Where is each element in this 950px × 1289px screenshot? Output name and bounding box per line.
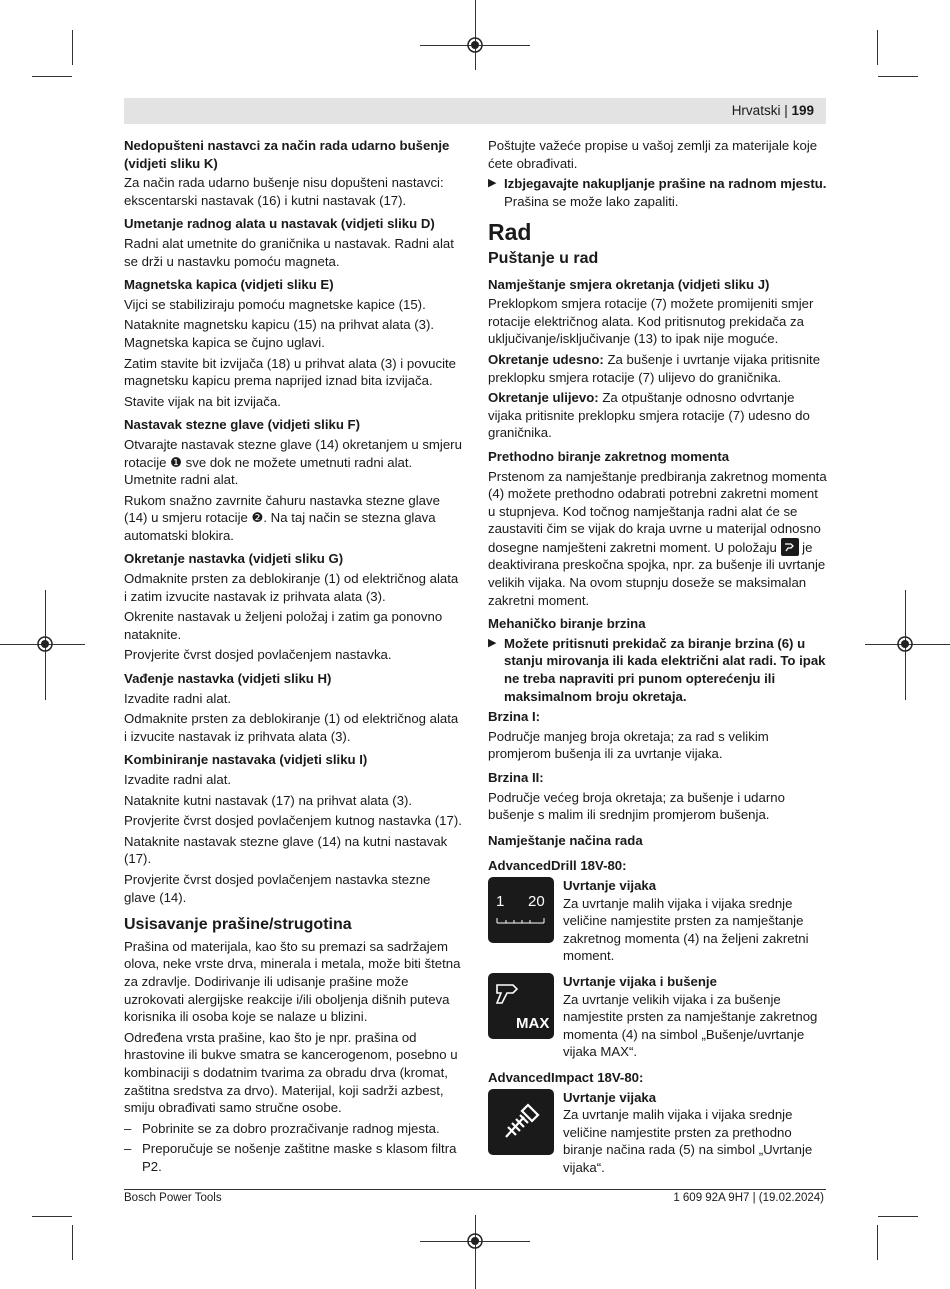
bullet-bold: Možete pritisnuti prekidač za biranje brzina (6) u stanju mirovanja ili kada električni alat radi. To ipak ne treba napraviti pri punom opterećenju ili maksimalnom broju okretaja.: [504, 635, 826, 704]
paragraph: [488, 468, 828, 610]
section-title: Magnetska kapica (vidjeti sliku E): [124, 277, 334, 293]
gear-title: Brzina II:: [488, 770, 544, 785]
header-bar: [124, 98, 826, 124]
triangle-bullet-icon: ▶: [488, 636, 497, 649]
paragraph: Rukom snažno zavrnite čahuru nastavka stezne glave (14) u smjeru rotacije ❷. Na taj način se stezna glava automatski blokira.: [124, 492, 440, 543]
crop-mark: [72, 30, 73, 65]
paragraph: Prašina od materijala, kao što su premazi sa sadržajem olova, neke vrste drva, minerala i metala, može biti štetna za zdravlje. Dodirivanje ili udisanje prašine može uzrokovati alergijske reakcije i/ili oboljenja dišnih puteva korisnika ili osoba koje se nalaze u blizini.: [124, 938, 461, 1025]
section-heading: Usisavanje prašine/strugotina: [124, 916, 352, 934]
paragraph: Preklopkom smjera rotacije (7) možete promijeniti smjer rotacije električnog alata. Kod pritisnutog prekidača za uključivanje/isključivanje (13) to ipak nije moguće.: [488, 296, 814, 347]
dash-item-text: Preporučuje se nošenje zaštitne maske s klasom filtra P2.: [142, 1141, 457, 1174]
page-number: 199: [791, 103, 814, 118]
paragraph: Poštujte važeće propise u vašoj zemlji za materijale koje ćete obrađivati.: [488, 138, 818, 171]
footer-rule: [124, 1189, 826, 1190]
section-heading: Puštanje u rad: [488, 249, 599, 267]
header-language: Hrvatski: [731, 103, 781, 118]
paragraph: Područje većeg broja okretaja; za bušenje i udarno bušenje s malim ili srednjim promjerom bušenja.: [488, 789, 785, 823]
section-title: Nedopušteni nastavci za način rada udarno bušenje (vidjeti sliku K): [124, 138, 450, 171]
drill-icon: [494, 979, 524, 1007]
gear-title: Brzina I:: [488, 709, 541, 725]
paragraph: Odmaknite prsten za deblokiranje (1) od električnog alata i izvucite nastavak iz prihvata alata (3).: [124, 711, 459, 744]
warning-bullet: [488, 635, 828, 705]
registration-mark-icon: [895, 634, 915, 654]
icon-label: 20: [528, 892, 545, 910]
paragraph: Provjerite čvrst dosjed povlačenjem nastavka stezne glave (14).: [124, 871, 431, 905]
registration-mark-icon: [465, 35, 485, 55]
registration-mark-icon: [465, 1231, 485, 1251]
paragraph: Odmaknite prsten za deblokiranje (1) od električnog alata i zatim izvucite nastavak iz prihvata alata (3).: [124, 571, 459, 604]
paragraph: Izvadite radni alat.: [124, 772, 232, 787]
crop-mark: [32, 76, 72, 77]
drill-max-icon: [488, 973, 554, 1039]
paragraph-text: je deaktivirana preskočna spojka, npr. za bušenje ili uvrtanje velikih vijaka. Na ovom stupnju doseže se maksimalan zakretni moment.: [488, 539, 826, 608]
paragraph: Provjerite čvrst dosjed povlačenjem kutnog nastavka (17).: [124, 813, 462, 829]
mode-title: Uvrtanje vijaka: [563, 877, 657, 893]
paragraph-text: Za bušenje i uvrtanje vijaka pritisnite preklopku smjera rotacije (7) ulijevo do graničnika.: [488, 351, 821, 385]
paragraph: Provjerite čvrst dosjed povlačenjem nastavka.: [124, 647, 392, 663]
paragraph: Za način rada udarno bušenje nisu dopušteni nastavci: ekscentarski nastavak (16) i kutni nastavak (17).: [124, 175, 444, 208]
crop-mark: [475, 1215, 476, 1289]
footer-brand: Bosch Power Tools: [124, 1192, 222, 1204]
mode-text: Za uvrtanje velikih vijaka i za bušenje namjestite prsten za namještanje zakretnog momenta (4) na simbol „Bušenje/uvrtanje vijaka MAX“.: [563, 991, 818, 1060]
mode-title: Uvrtanje vijaka i bušenje: [563, 973, 717, 989]
warning-bullet: [488, 175, 828, 210]
crop-mark: [878, 1216, 918, 1217]
paragraph: Nataknite magnetsku kapicu (15) na prihvat alata (3). Magnetska kapica se čujno uglavi.: [124, 317, 435, 350]
icon-label: 1: [496, 892, 505, 910]
chapter-heading: Rad: [488, 219, 532, 246]
paragraph: Područje manjeg broja okretaja; za rad s velikim promjerom bušenja ili za uvrtanje vijaka.: [488, 728, 769, 762]
mode-block: [488, 973, 828, 1061]
term: Okretanje udesno:: [488, 351, 604, 367]
paragraph: Određena vrsta prašine, kao što je npr. prašina od hrastovine ili bukve smatra se kancerogenom, posebno u kombinaciji s dodatnim tvarima za obradu drva (kromat, zaštitna sredstva za drvo). Materijal, koji sadrži azbest, smiju obrađivati samo stručne osobe.: [124, 1029, 458, 1116]
triangle-bullet-icon: ▶: [488, 177, 497, 190]
mode-text: Za uvrtanje malih vijaka i vijaka srednje veličine namjestite prsten za namještanje zakretnog momenta (4) na željeni zakretni moment.: [563, 895, 809, 964]
paragraph: Izvadite radni alat.: [124, 690, 232, 706]
bullet-bold: Izbjegavajte nakupljanje prašine na radnom mjestu.: [504, 176, 827, 192]
crop-mark: [877, 1225, 878, 1260]
section-title: Umetanje radnog alata u nastavak (vidjeti sliku D): [124, 216, 435, 232]
scale-ticks-icon: [496, 915, 546, 925]
term: Okretanje ulijevo:: [488, 390, 599, 406]
paragraph: Zatim stavite bit izvijača (18) u prihvat alata (3) i povucite magnetsku kapicu prema naprijed iznad bita izvijača.: [124, 355, 457, 389]
page-header: Hrvatski | 199: [731, 103, 814, 118]
right-column: [488, 137, 828, 1184]
footer-doc-number: 1 609 92A 9H7 | (19.02.2024): [673, 1192, 824, 1204]
mode-block: [488, 1089, 828, 1177]
paragraph: [488, 351, 828, 386]
drill-mode-icon: [781, 538, 799, 556]
dash-item: – Preporučuje se nošenje zaštitne maske s klasom filtra P2.: [124, 1140, 464, 1175]
left-column: [124, 137, 464, 1178]
crop-mark: [32, 1216, 72, 1217]
paragraph-text: Za otpuštanje odnosno odvrtanje vijaka pritisnite preklopku smjera rotacije (7) udesno do graničnika.: [488, 390, 810, 441]
section-title: Kombiniranje nastavaka (vidjeti sliku I): [124, 752, 368, 768]
bullet-text: Prašina se može lako zapaliti.: [504, 193, 679, 209]
torque-scale-icon: [488, 877, 554, 943]
section-title: Mehaničko biranje brzina: [488, 616, 646, 632]
paragraph: Stavite vijak na bit izvijača.: [124, 393, 281, 409]
paragraph: Radni alat umetnite do graničnika u nastavak. Radni alat se drži u nastavku pomoću magneta.: [124, 235, 454, 269]
section-title: Okretanje nastavka (vidjeti sliku G): [124, 551, 344, 567]
paragraph: Okrenite nastavak u željeni položaj i zatim ga ponovno nataknite.: [124, 609, 443, 642]
section-title: Prethodno biranje zakretnog momenta: [488, 448, 730, 464]
paragraph: [488, 389, 828, 442]
registration-mark-icon: [35, 634, 55, 654]
screw-icon: [488, 1089, 554, 1155]
dash-item-text: Pobrinite se za dobro prozračivanje radnog mjesta.: [142, 1120, 440, 1136]
screw-shape-icon: [498, 1099, 544, 1145]
section-title: Nastavak stezne glave (vidjeti sliku F): [124, 417, 361, 433]
mode-block: [488, 877, 828, 965]
crop-mark: [878, 76, 918, 77]
paragraph: Nataknite nastavak stezne glave (14) na kutni nastavak (17).: [124, 833, 448, 867]
section-title: Vađenje nastavka (vidjeti sliku H): [124, 671, 332, 687]
crop-mark: [877, 30, 878, 65]
section-title: Namještanje načina rada: [488, 832, 643, 848]
paragraph: Nataknite kutni nastavak (17) na prihvat alata (3).: [124, 792, 413, 808]
paragraph: Vijci se stabiliziraju pomoću magnetske kapice (15).: [124, 296, 426, 312]
dash-item: – Pobrinite se za dobro prozračivanje radnog mjesta.: [124, 1120, 440, 1136]
model-name: AdvancedDrill 18V-80:: [488, 858, 627, 874]
paragraph: Otvarajte nastavak stezne glave (14) okretanjem u smjeru rotacije ❶ sve dok ne možete umetnuti radni alat. Umetnite radni alat.: [124, 436, 462, 488]
model-name: AdvancedImpact 18V-80:: [488, 1069, 644, 1085]
crop-mark: [72, 1225, 73, 1260]
paragraph-text: Prstenom za namještanje predbiranja zakretnog momenta (4) možete prethodno odabrati potrebni zakretni moment u stupnjeva. Kod točnog namještanja radni alat će se zaustaviti čim se vijak do kraja uvrne u materijal odnosno dosegne namješteni zakretni moment. U položaju: [488, 468, 827, 555]
icon-label: MAX: [516, 1014, 550, 1032]
mode-title: Uvrtanje vijaka: [563, 1089, 657, 1105]
section-title: Namještanje smjera okretanja (vidjeti sliku J): [488, 276, 770, 292]
mode-text: Za uvrtanje malih vijaka i vijaka srednje veličine namjestite prsten za prethodno biranje načina rada (5) na simbol „Uvrtanje vijaka“.: [563, 1107, 813, 1175]
